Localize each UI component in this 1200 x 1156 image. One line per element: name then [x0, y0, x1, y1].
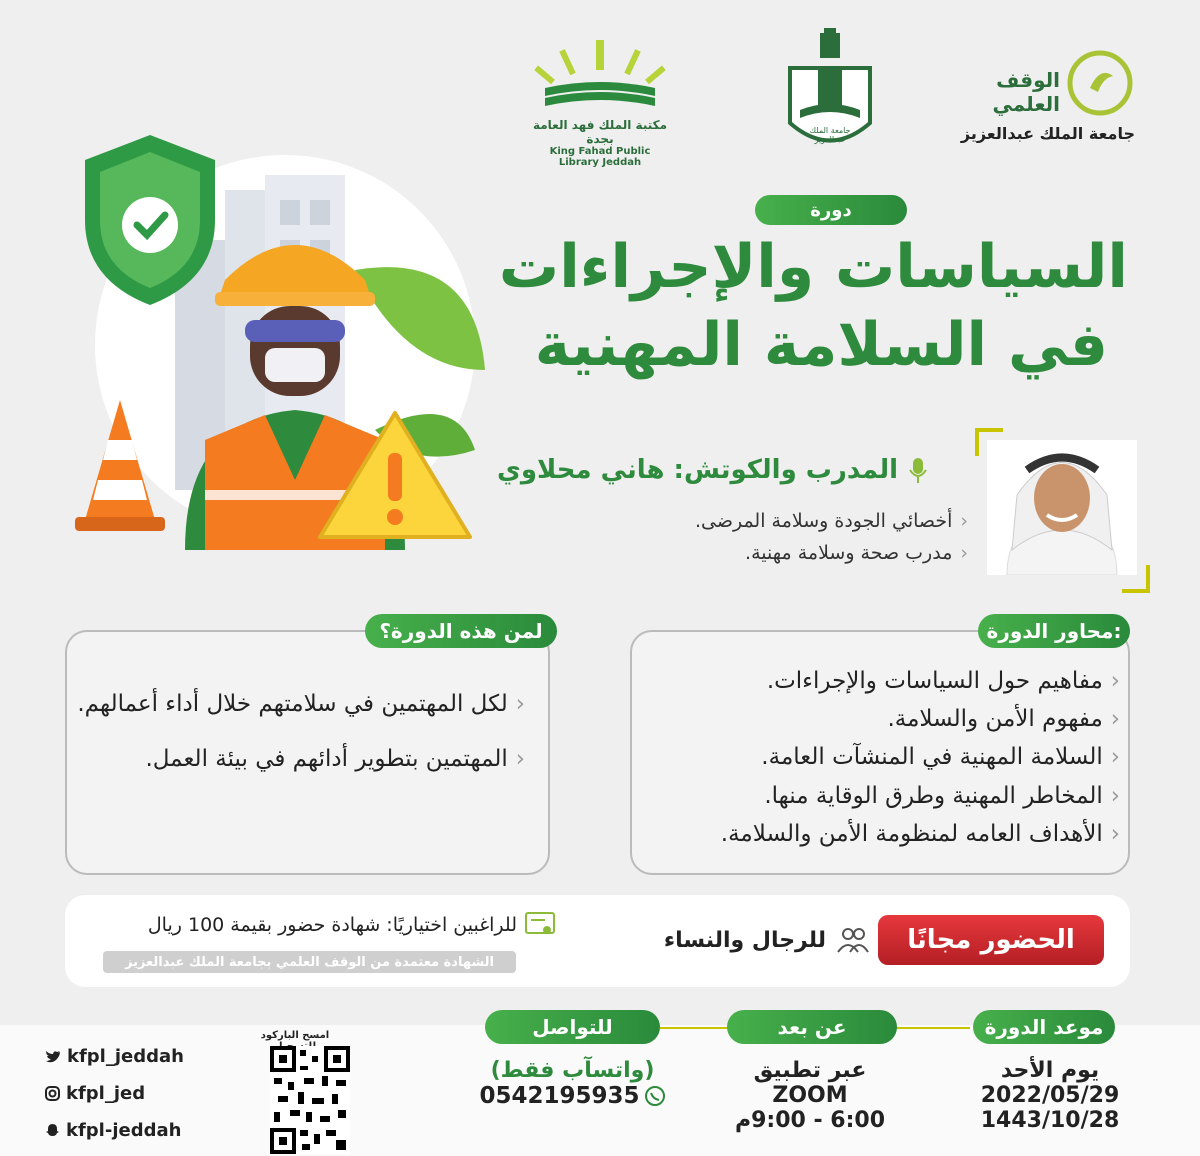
trainer-point: ‹ أخصائي الجودة وسلامة المرضى.: [568, 510, 968, 532]
library-name-ar: مكتبة الملك فهد العامة بجدة: [532, 118, 668, 146]
kau-seal-text: جامعة الملك عبدالعزيز: [809, 126, 851, 144]
social-twitter[interactable]: [45, 1046, 215, 1067]
trainer-points: [568, 510, 968, 564]
trainer-name: المدرب والكوتش: هاني محلاوي: [497, 455, 898, 485]
gender-label: [664, 926, 870, 954]
remote-time: 6:00 - 9:00م: [734, 1108, 886, 1133]
users-icon: [836, 926, 870, 954]
kau-waqf-logo: [960, 48, 1135, 148]
course-title-line2: في السلامة المهنية: [534, 310, 1108, 380]
contact-title: للتواصل: [485, 1010, 660, 1044]
library-logo: [530, 40, 670, 168]
certificate-icon: [525, 912, 555, 938]
trainer-point: ‹ مدرب صحة وسلامة مهنية.: [568, 542, 968, 564]
course-badge: دورة: [755, 195, 907, 225]
audience-item: ‹ لكل المهتمين في سلامتهم خلال أداء أعمالهم.: [75, 688, 525, 721]
kau-seal-logo: [780, 28, 880, 158]
topic-item: ‹ مفهوم الأمن والسلامة.: [640, 703, 1120, 735]
instagram-handle: kfpl_jed: [66, 1083, 146, 1104]
waqf-emblem-icon: [1065, 48, 1135, 118]
audience-list: [75, 688, 525, 777]
date-title: موعد الدورة: [973, 1010, 1115, 1044]
date-block: [965, 1058, 1135, 1133]
social-snapchat[interactable]: [45, 1120, 215, 1141]
social-instagram[interactable]: [45, 1083, 215, 1104]
twitter-icon: [45, 1050, 61, 1064]
kau-name: جامعة الملك عبدالعزيز: [960, 124, 1135, 143]
date-gregorian: 2022/05/29: [980, 1083, 1120, 1108]
topics-list: [640, 665, 1120, 850]
date-day: يوم الأحد: [1000, 1058, 1100, 1083]
library-name-en: King Fahad Public Library Jeddah: [549, 146, 651, 168]
audience-item: ‹ المهتمين بتطوير أدائهم في بيئة العمل.: [75, 743, 525, 776]
topics-title: محاور الدورة:: [978, 614, 1130, 648]
certificate-line: [148, 912, 555, 938]
trainer-photo: [975, 428, 1150, 593]
twitter-handle: kfpl_jeddah: [67, 1046, 184, 1067]
topic-item: ‹ مفاهيم حول السياسات والإجراءات.: [640, 665, 1120, 697]
certificate-note: الشهادة معتمدة من الوقف العلمي بجامعة الملك عبدالعزيز: [103, 951, 516, 973]
contact-phone[interactable]: 0542195935: [479, 1083, 640, 1109]
free-badge: الحضور مجانًا: [878, 915, 1104, 965]
safety-illustration: [55, 130, 505, 550]
qr-code[interactable]: [270, 1046, 350, 1154]
snapchat-icon: [45, 1123, 60, 1138]
snapchat-handle: kfpl-jeddah: [66, 1120, 182, 1141]
whatsapp-icon: [644, 1085, 666, 1107]
certificate-text: للراغبين اختياريًا: شهادة حضور بقيمة 100 ريال: [147, 914, 517, 936]
traffic-cone-icon: [75, 395, 165, 535]
course-title-line1: السياسات والإجراءات: [498, 232, 1128, 302]
topic-item: ‹ السلامة المهنية في المنشآت العامة.: [640, 741, 1120, 773]
contact-note: (واتسآب فقط): [490, 1058, 655, 1083]
microphone-icon: [906, 456, 930, 484]
social-links: [45, 1046, 215, 1141]
topic-item: ‹ المخاطر المهنية وطرق الوقاية منها.: [640, 780, 1120, 812]
contact-block: [470, 1058, 675, 1109]
remote-app: ZOOM: [772, 1083, 848, 1108]
date-hijri: 1443/10/28: [980, 1108, 1120, 1133]
instagram-icon: [45, 1086, 60, 1101]
remote-title: عن بعد: [727, 1010, 897, 1044]
trainer-label: [497, 455, 930, 485]
warning-icon: [315, 405, 475, 545]
topic-item: ‹ الأهداف العامه لمنظومة الأمن والسلامة.: [640, 818, 1120, 850]
remote-block: [715, 1058, 905, 1133]
waqf-name: الوقف العلمي: [992, 68, 1060, 116]
remote-platform: عبر تطبيق: [753, 1058, 867, 1083]
qr-caption: امسح الباركود: [260, 1030, 330, 1041]
gender-text: للرجال والنساء: [663, 927, 826, 953]
audience-title: لمن هذه الدورة؟: [365, 614, 557, 648]
